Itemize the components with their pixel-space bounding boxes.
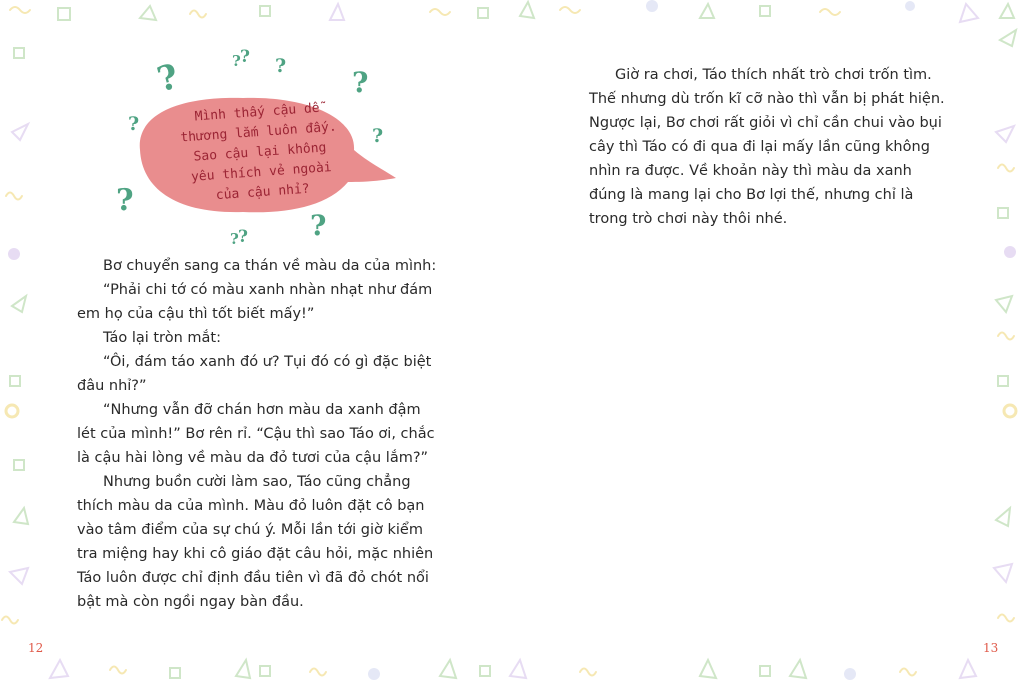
square-shape	[998, 208, 1008, 218]
paragraph: “Nhưng vẫn đỡ chán hơn màu da xanh đậm lét của mình!” Bơ rên rỉ. “Cậu thì sao Táo ơi, chắc là cậu hài lòng về màu da đỏ tươi của cậu lắm?”	[77, 402, 435, 466]
triangle-shape	[996, 296, 1012, 312]
question-mark-icon: ?	[238, 227, 248, 247]
paragraph: Táo lại tròn mắt:	[103, 330, 221, 346]
paragraph: Giờ ra chơi, Táo thích nhất trò chơi trốn tìm. Thế nhưng dù trốn kĩ cỡ nào thì vẫn bị phát hiện. Ngược lại, Bơ chơi rất giỏi vì chỉ cần chui vào bụi cây thì Táo có đi qua đi lại mấy lần cũng không nhìn ra được. Về khoản này thì màu da xanh đúng là mang lại cho Bơ lợi thế, nhưng chỉ là trong trò chơi này thôi nhé.	[589, 67, 945, 227]
left-page-body	[77, 254, 439, 614]
square-shape	[998, 376, 1008, 386]
paragraph: “Ôi, đám táo xanh đó ư? Tụi đó có gì đặc biệt đâu nhỉ?”	[77, 354, 432, 394]
squiggle-shape	[820, 9, 840, 15]
speech-line: thương lắm luôn đấy.	[179, 119, 338, 146]
dot-shape	[844, 668, 856, 680]
question-mark-icon: ?	[230, 230, 239, 248]
triangle-shape	[510, 660, 526, 678]
squiggle-shape	[580, 669, 596, 676]
squiggle-shape	[900, 669, 916, 676]
triangle-shape	[994, 564, 1012, 582]
question-mark-icon: ?	[128, 113, 140, 135]
squiggle-shape	[560, 7, 580, 13]
question-mark-icon: ?	[310, 209, 327, 242]
question-mark-icon: ?	[372, 125, 384, 147]
triangle-shape	[1000, 30, 1016, 46]
paragraph: “Phải chi tớ có màu xanh nhàn nhạt như đám em họ của cậu thì tốt biết mấy!”	[77, 282, 433, 322]
square-shape	[760, 666, 770, 676]
triangle-shape	[520, 2, 534, 18]
squiggle-shape	[998, 615, 1014, 622]
speech-line: Sao cậu lại không	[193, 140, 327, 165]
dot-shape	[1004, 246, 1016, 258]
triangle-shape	[700, 4, 714, 18]
question-mark-icon: ?	[232, 52, 241, 70]
question-mark-icon: ?	[275, 55, 287, 77]
triangle-shape	[790, 660, 806, 678]
paragraph: Nhưng buồn cười làm sao, Táo cũng chẳng thích màu da của mình. Màu đỏ luôn đặt cô bạn vào tâm điểm của sự chú ý. Mỗi lần tới giờ kiểm tra miệng hay khi cô giáo đặt câu hỏi, mặc nhiên Táo luôn được chỉ định đầu tiên vì đã đỏ chót nổi bật mà còn ngồi ngay bàn đầu.	[77, 474, 434, 610]
right-page-body	[589, 63, 951, 231]
question-mark-icon: ?	[240, 47, 250, 67]
paragraph: Bơ chuyển sang ca thán về màu da của mình:	[103, 258, 437, 274]
page-number-right: 13	[983, 641, 999, 655]
question-mark-icon: ?	[352, 66, 369, 99]
triangle-shape	[996, 508, 1010, 526]
triangle-shape	[960, 4, 978, 22]
square-shape	[760, 6, 770, 16]
ring-shape	[1004, 405, 1016, 417]
dot-shape	[905, 1, 915, 11]
dot-shape	[646, 0, 658, 12]
triangle-shape	[960, 660, 976, 678]
question-marks-decoration	[100, 40, 410, 250]
question-mark-icon: ?	[116, 183, 134, 218]
question-mark-icon: ?	[153, 56, 183, 101]
triangle-shape	[996, 126, 1014, 142]
speech-line: yêu thích vẻ ngoài	[190, 160, 333, 185]
speech-line: của cậu nhỉ?	[215, 181, 311, 204]
triangle-shape	[1000, 4, 1014, 18]
triangle-shape	[700, 660, 716, 678]
page-number-left: 12	[28, 641, 44, 655]
squiggle-shape	[998, 165, 1014, 172]
squiggle-shape	[998, 333, 1014, 340]
speech-line: Mình thấy cậu dễ	[194, 100, 321, 125]
